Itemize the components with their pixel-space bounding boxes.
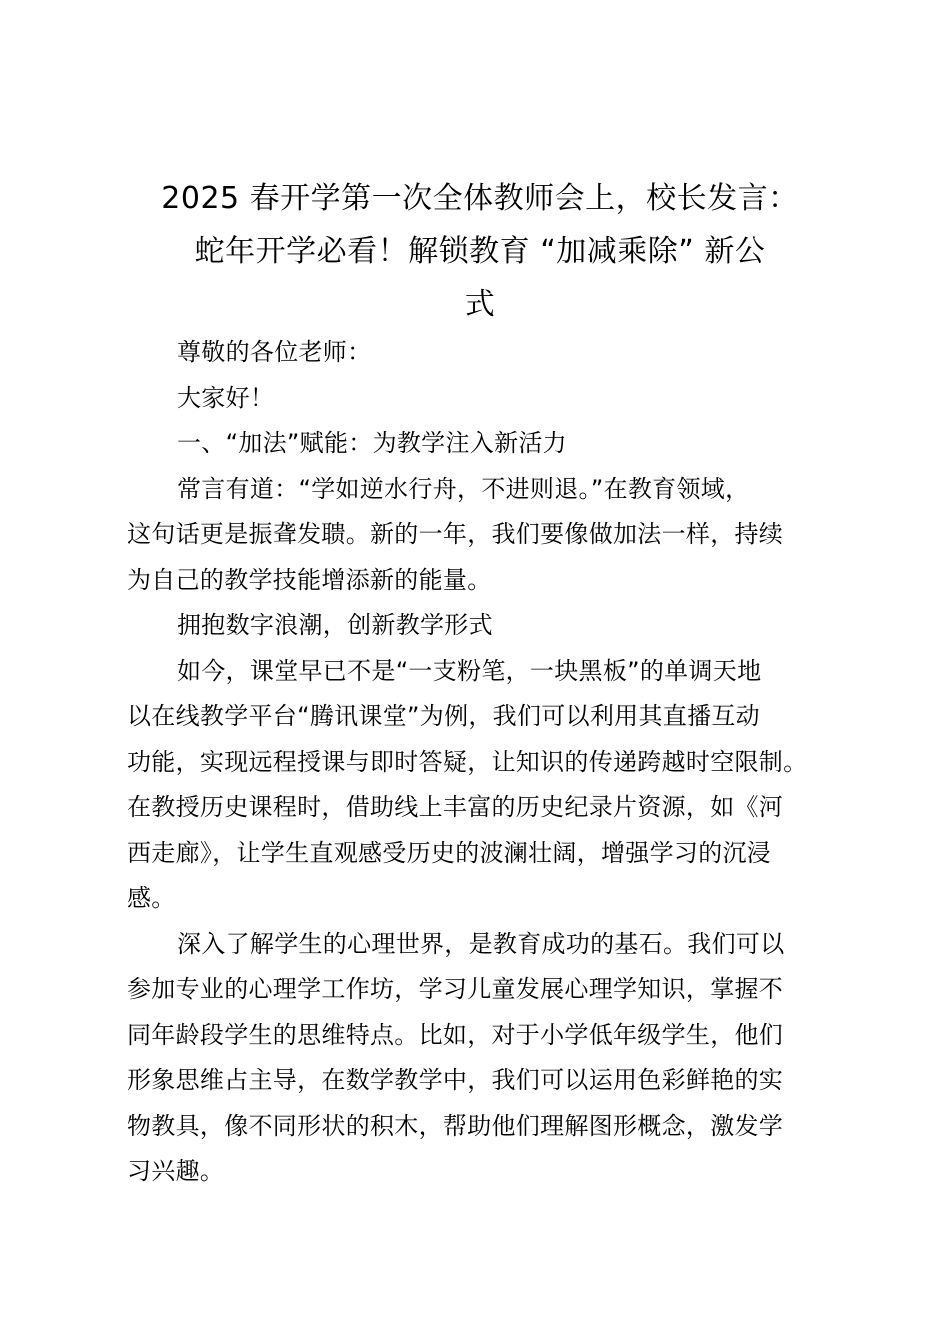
text-line: 为自己的教学技能增添新的能量。 [127,565,492,594]
title-line: 式 [464,287,496,322]
section-heading [127,421,837,467]
text-line: 参加专业的心理学工作坊，学习儿童发展心理学知识，掌握不 [127,975,784,1003]
paragraph [127,467,837,604]
text-line: 感。 [127,884,176,912]
subheading [127,603,837,649]
text-line: 尊敬的各位老师： [177,338,372,366]
paragraph [127,649,837,922]
title-line: 2025 春开学第一次全体教师会上，校长发言： [161,181,799,216]
text-line: 拥抱数字浪潮，创新教学形式 [177,611,493,639]
text-line: 物教具，像不同形状的积木，帮助他们理解图形概念，激发学 [127,1111,784,1140]
text-line: 以在线教学平台“腾讯课堂”为例，我们可以利用其直播互动 [127,702,760,730]
text-line: 形象思维占主导，在数学教学中，我们可以运用色彩鲜艳的实 [127,1066,784,1094]
greeting [127,376,837,422]
text-line: 在教授历史课程时，借助线上丰富的历史纪录片资源，如《河 [127,793,784,821]
title-line: 蛇年开学必看！解锁教育 “加减乘除” 新公 [194,234,766,269]
text-line: 一、“加法”赋能：为教学注入新活力 [177,429,567,457]
text-line: 大家好！ [177,383,275,412]
paragraph [127,922,837,1195]
text-line: 功能，实现远程授课与即时答疑，让知识的传递跨越时空限制。 [127,747,808,776]
salutation [127,330,837,376]
text-line: 常言有道：“学如逆水行舟，不进则退。”在教育领域， [177,474,750,503]
text-line: 如今，课堂早已不是“一支粉笔，一块黑板”的单调天地 [177,656,762,685]
document-title [120,172,840,331]
document-body [127,330,837,1195]
text-line: 这句话更是振聋发聩。新的一年，我们要像做加法一样，持续 [127,520,784,548]
text-line: 习兴趣。 [127,1157,225,1185]
text-line: 深入了解学生的心理世界，是教育成功的基石。我们可以 [177,929,785,958]
text-line: 西走廊》，让学生直观感受历史的波澜壮阔，增强学习的沉浸 [127,838,772,867]
text-line: 同年龄段学生的思维特点。比如，对于小学低年级学生，他们 [127,1020,784,1049]
